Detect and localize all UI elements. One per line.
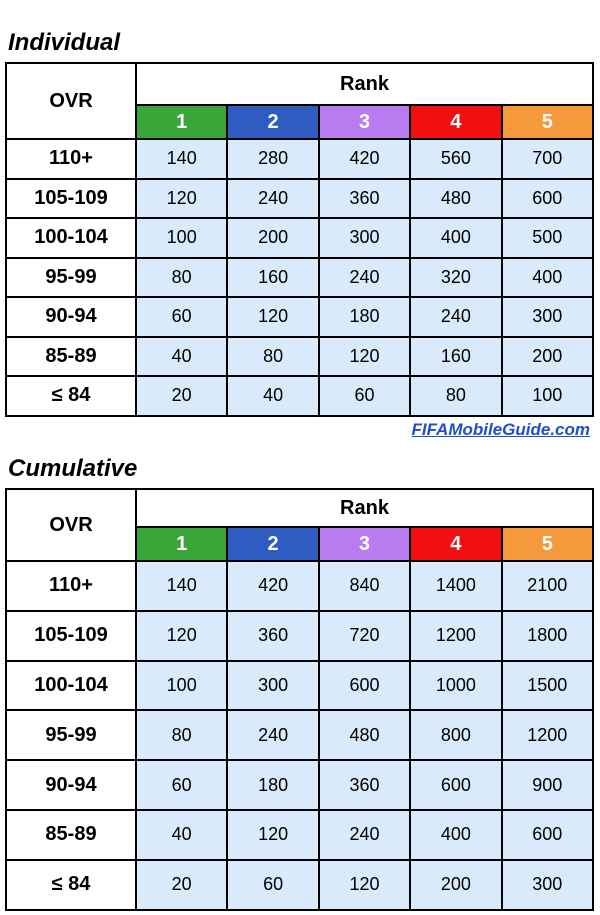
value-cell: 60 [227,860,318,910]
value-cell: 360 [319,760,410,810]
table-row [6,337,593,377]
rank-4-header: 4 [410,105,501,139]
ovr-cell: 110+ [6,561,136,611]
value-cell: 300 [502,860,593,910]
fifamobileguide-link[interactable]: FIFAMobileGuide.com [411,420,590,439]
value-cell: 100 [502,376,593,416]
value-cell: 200 [410,860,501,910]
table-row [6,710,593,760]
value-cell: 120 [227,297,318,337]
table-row [6,376,593,416]
individual-table [5,62,594,417]
value-cell: 20 [136,860,227,910]
value-cell: 300 [502,297,593,337]
table-row [6,810,593,860]
value-cell: 1000 [410,661,501,711]
value-cell: 1500 [502,661,593,711]
value-cell: 300 [227,661,318,711]
value-cell: 80 [227,337,318,377]
ovr-cell: 105-109 [6,179,136,219]
value-cell: 400 [410,218,501,258]
value-cell: 480 [319,710,410,760]
table-row [6,661,593,711]
value-cell: 600 [319,661,410,711]
ovr-cell: 100-104 [6,661,136,711]
value-cell: 120 [136,179,227,219]
value-cell: 2100 [502,561,593,611]
value-cell: 360 [227,611,318,661]
ovr-cell: 85-89 [6,810,136,860]
table-row [6,561,593,611]
value-cell: 40 [136,337,227,377]
rank-group-header: Rank [136,489,593,527]
value-cell: 140 [136,561,227,611]
ovr-column-header: OVR [6,489,136,561]
ovr-cell: 105-109 [6,611,136,661]
value-cell: 40 [136,810,227,860]
value-cell: 560 [410,139,501,179]
value-cell: 80 [410,376,501,416]
value-cell: 420 [227,561,318,611]
value-cell: 1400 [410,561,501,611]
value-cell: 120 [319,337,410,377]
value-cell: 840 [319,561,410,611]
value-cell: 480 [410,179,501,219]
rank-group-header: Rank [136,63,593,105]
value-cell: 400 [502,258,593,298]
value-cell: 20 [136,376,227,416]
value-cell: 100 [136,661,227,711]
value-cell: 1800 [502,611,593,661]
value-cell: 180 [227,760,318,810]
value-cell: 240 [227,710,318,760]
value-cell: 720 [319,611,410,661]
ovr-column-header: OVR [6,63,136,139]
value-cell: 240 [319,810,410,860]
value-cell: 240 [227,179,318,219]
value-cell: 80 [136,710,227,760]
value-cell: 140 [136,139,227,179]
value-cell: 60 [136,760,227,810]
rank-3-header: 3 [319,105,410,139]
value-cell: 160 [227,258,318,298]
rank-2-header: 2 [227,105,318,139]
rank-5-header: 5 [502,527,593,561]
rank-2-header: 2 [227,527,318,561]
value-cell: 300 [319,218,410,258]
value-cell: 600 [410,760,501,810]
table-row [6,860,593,910]
value-cell: 120 [136,611,227,661]
value-cell: 100 [136,218,227,258]
value-cell: 80 [136,258,227,298]
rank-3-header: 3 [319,527,410,561]
table-row [6,258,593,298]
value-cell: 240 [410,297,501,337]
cumulative-table [5,488,594,911]
ovr-cell: 90-94 [6,760,136,810]
table-row [6,139,593,179]
ovr-cell: 95-99 [6,710,136,760]
rank-1-header: 1 [136,527,227,561]
rank-4-header: 4 [410,527,501,561]
value-cell: 400 [410,810,501,860]
value-cell: 180 [319,297,410,337]
ovr-cell: ≤ 84 [6,860,136,910]
value-cell: 200 [227,218,318,258]
value-cell: 200 [502,337,593,377]
value-cell: 360 [319,179,410,219]
value-cell: 900 [502,760,593,810]
value-cell: 420 [319,139,410,179]
value-cell: 60 [136,297,227,337]
value-cell: 600 [502,810,593,860]
value-cell: 700 [502,139,593,179]
value-cell: 120 [319,860,410,910]
value-cell: 1200 [502,710,593,760]
table-row [6,218,593,258]
value-cell: 500 [502,218,593,258]
ovr-cell: 85-89 [6,337,136,377]
value-cell: 160 [410,337,501,377]
ovr-cell: 100-104 [6,218,136,258]
value-cell: 120 [227,810,318,860]
table-row [6,611,593,661]
value-cell: 240 [319,258,410,298]
table-row [6,760,593,810]
value-cell: 320 [410,258,501,298]
ovr-cell: ≤ 84 [6,376,136,416]
ovr-cell: 90-94 [6,297,136,337]
value-cell: 1200 [410,611,501,661]
table-row [6,179,593,219]
rank-1-header: 1 [136,105,227,139]
rank-5-header: 5 [502,105,593,139]
value-cell: 600 [502,179,593,219]
ovr-cell: 110+ [6,139,136,179]
value-cell: 60 [319,376,410,416]
cumulative-section-title: Cumulative [8,455,138,482]
table-row [6,297,593,337]
ovr-cell: 95-99 [6,258,136,298]
value-cell: 40 [227,376,318,416]
individual-section-title: Individual [8,29,121,56]
value-cell: 800 [410,710,501,760]
value-cell: 280 [227,139,318,179]
